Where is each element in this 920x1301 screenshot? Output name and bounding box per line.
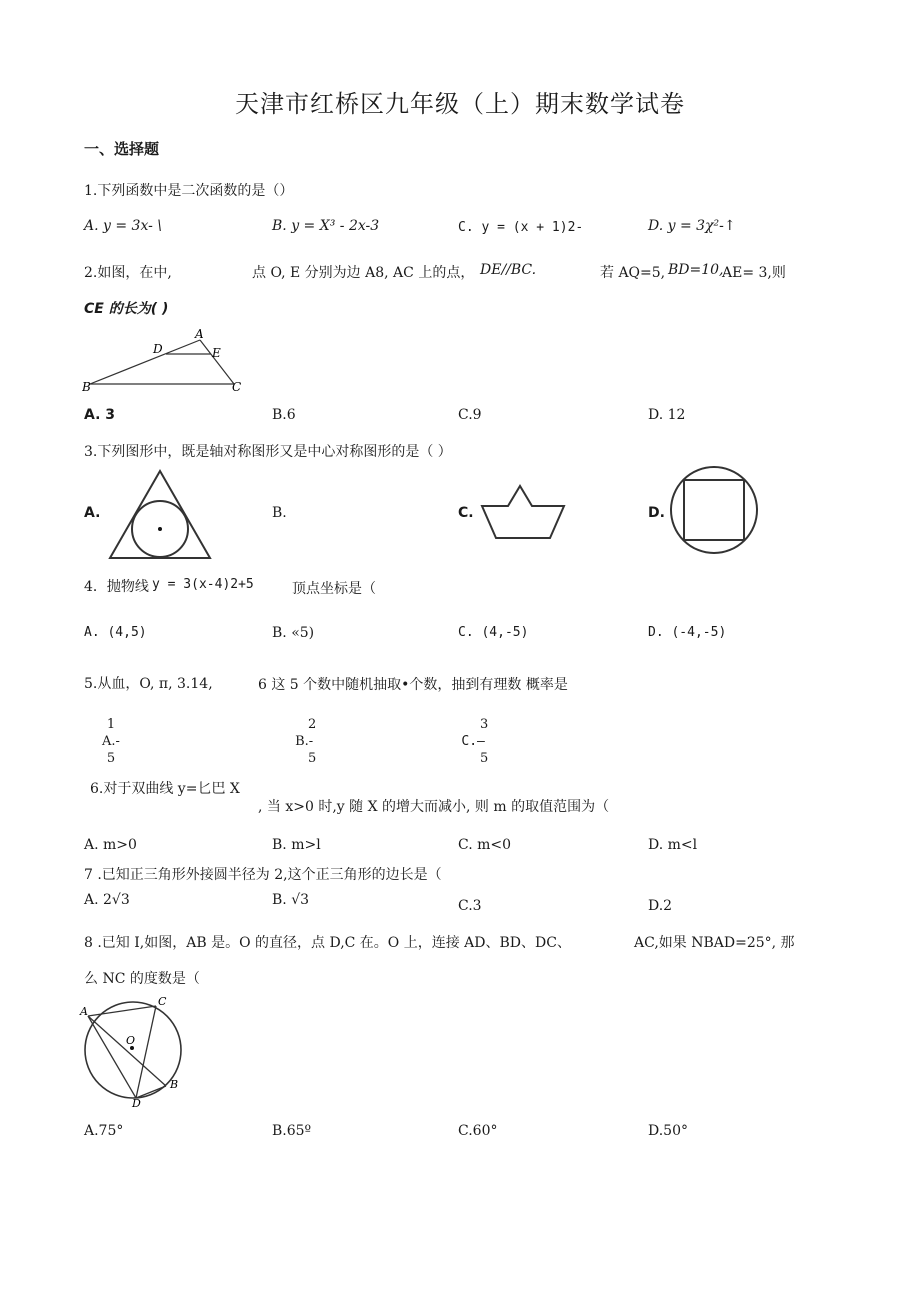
fig2-label-d: D xyxy=(153,342,163,356)
question-8-stem-part-b: AC,如果 NBAD=25°, 那 xyxy=(634,935,795,951)
q8-option-b: B.65º xyxy=(272,1123,312,1139)
q4-option-c: C. (4,-5) xyxy=(458,625,529,640)
q4-option-a: A. (4,5) xyxy=(84,625,147,640)
fig8-label-c: C xyxy=(158,996,167,1008)
q5-option-c xyxy=(458,716,488,767)
fig8-label-o: O xyxy=(126,1034,136,1047)
q5-option-b-numerator: 2 xyxy=(308,717,317,732)
q6-option-b: B. m>l xyxy=(272,837,321,853)
q7-option-b: B. √3 xyxy=(272,892,310,908)
q5-option-a-label: A.- xyxy=(102,734,120,749)
question-5-stem-part-b: 6 这 5 个数中随机抽取•个数，抽到有理数 概率是 xyxy=(258,677,568,693)
question-2-stem-part-f: AE= 3,则 xyxy=(722,265,786,281)
question-8-stem-part-a: 8 .已知 I,如图，AB 是。O 的直径，点 D,C 在。O 上，连接 AD、BD、DC、 xyxy=(84,935,571,951)
question-2-stem-line2: CE 的长为( ) xyxy=(84,301,169,317)
q5-option-c-numerator: 3 xyxy=(480,717,489,732)
question-2-stem-part-b: 点 O, E 分别为边 A8, AC 上的点， xyxy=(252,265,475,281)
q3-option-a: A. xyxy=(84,505,101,521)
q5-option-a-numerator: 1 xyxy=(106,717,116,732)
question-2-stem-part-e: BD=10, xyxy=(668,262,724,278)
crown-shape-figure xyxy=(480,482,568,542)
q6-option-a: A. m>0 xyxy=(84,837,137,853)
question-7-stem: 7 .已知正三角形外接圆半径为 2,这个正三角形的边长是（ xyxy=(84,867,442,883)
fig2-label-c: C xyxy=(232,380,242,394)
fig8-label-b: B xyxy=(170,1078,179,1091)
q2-option-b: B.6 xyxy=(272,407,296,423)
fig8-label-a: A xyxy=(80,1005,88,1018)
q6-option-c: C. m<0 xyxy=(458,837,512,853)
q8-option-d: D.50° xyxy=(648,1123,688,1139)
question-2-stem-part-c: DE//BC. xyxy=(480,262,537,278)
q1-option-d: D. y = 3χ²-↑ xyxy=(648,218,736,234)
question-2-stem-part-a: 2.如图，在中, xyxy=(84,265,172,281)
question-6-stem-part-a: 6.对于双曲线 y=匕巴 X xyxy=(90,781,240,797)
q4-option-b: B. «5) xyxy=(272,625,315,641)
q3-option-b: B. xyxy=(272,505,287,521)
q5-option-b xyxy=(292,716,316,767)
page-title: 天津市红桥区九年级（上）期末数学试卷 xyxy=(235,90,685,118)
question-4-stem-part-a: 4．抛物线 xyxy=(84,579,149,595)
q1-option-a: A. y = 3x- \ xyxy=(84,218,163,234)
q6-option-d: D. m<l xyxy=(648,837,698,853)
q8-option-c: C.60° xyxy=(458,1123,498,1139)
q5-option-c-denominator: 5 xyxy=(480,751,489,766)
q2-option-a: A. 3 xyxy=(84,407,116,423)
fig2-label-b: B xyxy=(82,380,91,394)
q4-option-d: D. (-4,-5) xyxy=(648,625,727,640)
q7-option-d: D.2 xyxy=(648,898,673,914)
section-heading: 一、选择题 xyxy=(84,140,160,158)
q1-option-c: C. y = (x + 1)2- xyxy=(458,220,584,235)
q5-option-c-label: C.— xyxy=(461,734,485,749)
q5-option-a-denominator: 5 xyxy=(106,751,116,766)
q7-option-c: C.3 xyxy=(458,898,482,914)
question-3-stem: 3.下列图形中，既是轴对称图形又是中心对称图形的是（ ） xyxy=(84,444,452,460)
q3-option-c: C. xyxy=(458,505,474,521)
q5-option-a xyxy=(102,716,120,767)
fig2-label-e: E xyxy=(212,346,221,360)
question-8-stem-line2: 么 NC 的度数是（ xyxy=(84,971,200,987)
circle-square-figure xyxy=(668,464,760,556)
question-2-stem-part-d: 若 AQ=5, xyxy=(600,265,666,281)
q3-option-d: D. xyxy=(648,505,665,521)
question-4-stem-part-b: y = 3(x-4)2+5 xyxy=(152,577,254,592)
triangle-figure xyxy=(82,326,246,394)
q5-option-b-denominator: 5 xyxy=(308,751,317,766)
q2-option-c: C.9 xyxy=(458,407,482,423)
q8-option-a: A.75° xyxy=(84,1123,124,1139)
question-5-stem-part-a: 5.从血，O, π, 3.14, xyxy=(84,676,213,692)
fig2-label-a: A xyxy=(195,327,204,341)
question-1-stem: 1.下列函数中是二次函数的是（） xyxy=(84,183,294,199)
q2-option-d: D. 12 xyxy=(648,407,686,423)
question-4-stem-part-c: 顶点坐标是（ xyxy=(292,581,376,597)
question-6-stem-part-b: , 当 x>0 时,y 随 X 的增大而减小, 则 m 的取值范围为（ xyxy=(258,799,610,815)
circle-diameter-figure xyxy=(78,996,190,1108)
q5-option-b-label: B.- xyxy=(295,734,314,749)
q7-option-a: A. 2√3 xyxy=(84,892,130,908)
fig8-label-d: D xyxy=(132,1097,141,1108)
triangle-incircle-figure xyxy=(106,468,214,562)
q1-option-b: B. y = X³ - 2x-3 xyxy=(272,218,380,234)
